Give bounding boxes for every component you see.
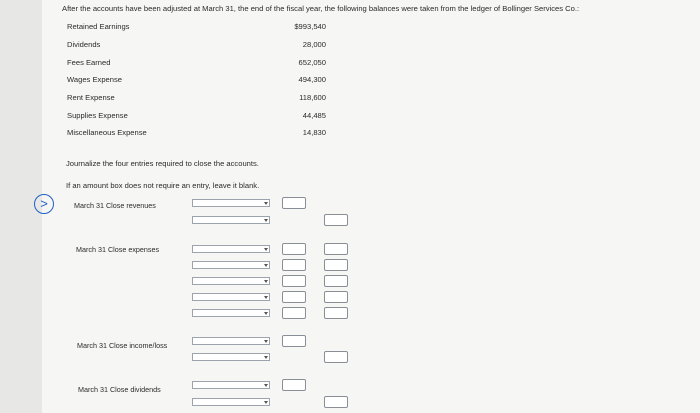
dropdown-arrow-icon (264, 384, 268, 387)
credit-amount-input[interactable] (324, 291, 348, 303)
balance-label: Dividends (67, 40, 101, 49)
dropdown-arrow-icon (264, 340, 268, 343)
account-select[interactable] (192, 337, 270, 345)
dropdown-arrow-icon (264, 264, 268, 267)
credit-amount-input[interactable] (324, 275, 348, 287)
balance-value: 118,600 (299, 93, 326, 102)
account-select[interactable] (192, 309, 270, 317)
dropdown-arrow-icon (264, 356, 268, 359)
dropdown-arrow-icon (264, 248, 268, 251)
balance-label: Rent Expense (67, 93, 115, 102)
balance-value: 494,300 (298, 75, 326, 84)
balance-label: Miscellaneous Expense (67, 128, 147, 137)
balance-label: Wages Expense (67, 75, 123, 84)
dropdown-arrow-icon (264, 219, 268, 222)
account-select[interactable] (192, 261, 270, 269)
credit-amount-input[interactable] (324, 307, 348, 319)
account-select[interactable] (192, 216, 270, 224)
debit-amount-input[interactable] (282, 259, 306, 271)
balance-value: 44,485 (302, 111, 326, 120)
debit-amount-input[interactable] (282, 275, 306, 287)
balance-label: Retained Earnings (67, 22, 130, 31)
debit-amount-input[interactable] (282, 307, 306, 319)
instruction-text: Journalize the four entries required to close the accounts. (66, 159, 259, 168)
dropdown-arrow-icon (264, 401, 268, 404)
instruction-text: If an amount box does not require an entry, leave it blank. (66, 181, 260, 190)
dropdown-arrow-icon (264, 280, 268, 283)
account-select[interactable] (192, 277, 270, 285)
credit-amount-input[interactable] (324, 243, 348, 255)
account-select[interactable] (192, 398, 270, 406)
entry-label-close-income-loss: March 31 Close income/loss (77, 341, 168, 350)
intro-text: After the accounts have been adjusted at March 31, the end of the fiscal year, the following balances were taken from the ledger of Bollinger Services Co.: (62, 4, 580, 13)
dropdown-arrow-icon (264, 202, 268, 205)
account-select[interactable] (192, 199, 270, 207)
account-select[interactable] (192, 353, 270, 361)
debit-amount-input[interactable] (282, 291, 306, 303)
credit-amount-input[interactable] (324, 396, 348, 408)
dropdown-arrow-icon (264, 296, 268, 299)
credit-amount-input[interactable] (324, 351, 348, 363)
dropdown-arrow-icon (264, 312, 268, 315)
current-question-icon[interactable]: > (34, 194, 54, 214)
entry-label-close-expenses: March 31 Close expenses (76, 245, 160, 254)
balance-value: 652,050 (298, 58, 326, 67)
debit-amount-input[interactable] (282, 335, 306, 347)
balance-value: $993,540 (294, 22, 326, 31)
credit-amount-input[interactable] (324, 214, 348, 226)
balance-label: Fees Earned (67, 58, 111, 67)
debit-amount-input[interactable] (282, 243, 306, 255)
balance-label: Supplies Expense (67, 111, 128, 120)
account-select[interactable] (192, 381, 270, 389)
debit-amount-input[interactable] (282, 197, 306, 209)
entry-label-close-revenues: March 31 Close revenues (74, 201, 156, 210)
account-select[interactable] (192, 293, 270, 301)
balance-value: 28,000 (302, 40, 326, 49)
credit-amount-input[interactable] (324, 259, 348, 271)
debit-amount-input[interactable] (282, 379, 306, 391)
account-select[interactable] (192, 245, 270, 253)
balance-value: 14,830 (302, 128, 326, 137)
entry-label-close-dividends: March 31 Close dividends (78, 385, 161, 394)
